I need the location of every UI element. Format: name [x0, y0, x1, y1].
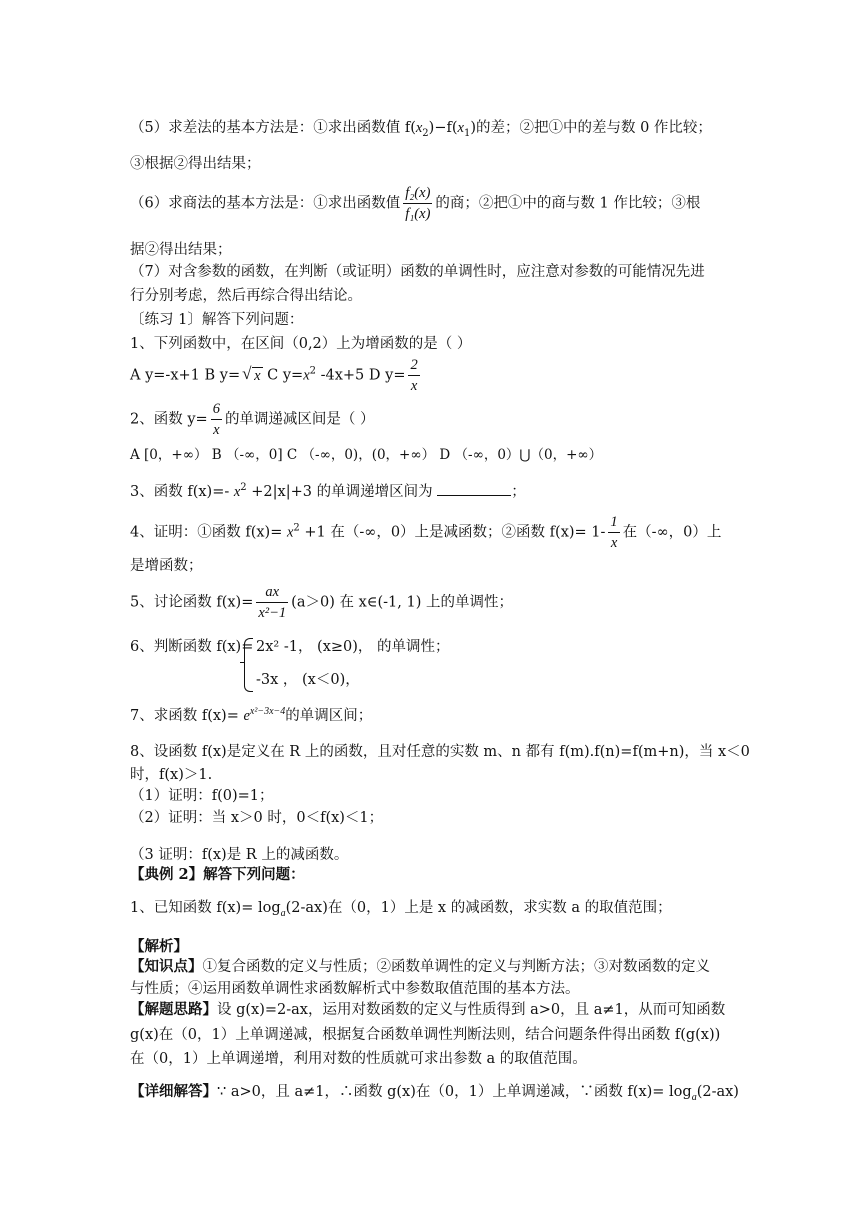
question-6: 6、判断函数 f(x)=: [130, 639, 254, 655]
question-3: 3、函数 f(x)=- $x^2 +2|x|+3$ 的单调递增区间为 ；: [130, 482, 526, 500]
practice-title: 〔练习 1〕解答下列问题：: [130, 312, 304, 328]
analysis-heading: 【解析】: [130, 938, 188, 955]
piecewise-brace: [244, 638, 253, 692]
answer-blank: [437, 481, 511, 496]
text-line-7a: （7）对含参数的函数，在判断（或证明）函数的单调性时，应注意对参数的可能情况先进: [130, 264, 705, 280]
text-line-5a: （5）求差法的基本方法是：①求出函数值 $f(x_2)-f(x_1)$的差；②把①中的差与数 0 作比较；: [130, 120, 712, 139]
text-line-6a: （6）求商法的基本方法是：①求出函数值 $\frac{\text{f₂(x)}}{\text{f₁(x)}}$ 的商；②把①中的商与数 1 作比较；③根: [130, 185, 701, 222]
question-7: 7、求函数 $f(x)= e^{x^2-3x-4}$的单调区间；: [130, 706, 373, 724]
question-8-part-3: （3 证明：f(x)是 R 上的减函数。: [130, 847, 349, 863]
question-8-part-2: （2）证明：当 x＞0 时，0＜f(x)＜1；: [130, 810, 384, 826]
question-6-case-2: -3x ， (x＜0)，: [256, 672, 360, 688]
example-question-1: 1、已知函数 $f(x)= \log_a(2-ax)$在（0，1）上是 x 的减函数，求实数 a 的取值范围；: [130, 900, 672, 919]
fraction-1-over-x: $\frac{1}{x}$: [610, 514, 618, 551]
question-8-part-1: （1）证明：f(0)=1；: [130, 788, 274, 804]
example-title: 【典例 2】解答下列问题：: [130, 866, 305, 883]
question-6-case-1: 2x² -1， (x≥0)， 的单调性；: [256, 639, 450, 655]
fraction-ax-over-x2-minus-1: $\frac{ax}{\text{x²−1}}$: [258, 584, 287, 621]
question-1-options: A y=-x+1 B y=√ x C $y=x^2$ -4x+5 D y= $\frac{2}{x}$: [130, 355, 423, 396]
sqrt-x: √ x: [242, 366, 262, 386]
text-line-7b: 行分别考虑，然后再综合得出结论。: [130, 288, 362, 304]
question-2: 2、函数 y= $\frac{6}{x}$ 的单调递减区间是（ ）: [130, 401, 375, 438]
fraction-f2-over-f1: $\frac{\text{f₂(x)}}{\text{f₁(x)}}$: [405, 185, 431, 222]
fraction-6-over-x: $\frac{6}{x}$: [212, 401, 220, 438]
piecewise-brace-tip: [240, 662, 245, 663]
question-4: 4、证明：①函数 $f(x)= x^2 +1$ 在（-∞，0）上是减函数；②函数 f(x)= 1- $\frac{1}{x}$ 在（-∞，0）上: [130, 514, 722, 551]
knowledge-point-line-1: 【知识点】①复合函数的定义与性质；②函数单调性的定义与判断方法；③对数函数的定义: [130, 958, 710, 975]
question-4b: 是增函数；: [130, 558, 203, 574]
text-line-5b: ③根据②得出结果；: [130, 156, 261, 172]
question-5: 5、讨论函数 f(x)= $\frac{ax}{\text{x²−1}}$ (a＞0) 在 x∈(-1, 1) 上的单调性；: [130, 584, 513, 621]
solution-idea-line-1: 【解题思路】设 g(x)=2-ax，运用对数函数的定义与性质得到 a>0，且 a≠1，从而可知函数: [130, 1001, 726, 1018]
question-2-options: A [0，+∞） B （-∞，0] C （-∞，0)，(0，+∞） D （-∞，0）⋃（0，+∞）: [130, 447, 603, 463]
question-8a: 8、设函数 f(x)是定义在 R 上的函数，且对任意的实数 m、n 都有 f(m).f(n)=f(m+n)，当 x＜0: [130, 744, 750, 760]
detailed-answer-line: 【详细解答】∵ a>0，且 a≠1，∴函数 g(x)在（0，1）上单调递减，∵函数 $f(x)= \log_a(2-ax)$: [130, 1083, 739, 1103]
solution-idea-line-2: g(x)在（0，1）上单调递减，根据复合函数单调性判断法则，结合问题条件得出函数 f(g(x)): [130, 1027, 721, 1043]
question-1: 1、下列函数中，在区间（0,2）上为增函数的是（ ）: [130, 336, 472, 352]
knowledge-point-line-2: 与性质；④运用函数单调性求函数解析式中参数取值范围的基本方法。: [130, 981, 580, 997]
question-8b: 时，f(x)＞1.: [130, 767, 213, 783]
fraction-2-over-x: $\frac{2}{x}$: [410, 357, 418, 394]
solution-idea-line-3: 在（0，1）上单调递增，利用对数的性质就可求出参数 a 的取值范围。: [130, 1051, 587, 1067]
text-line-6b: 据②得出结果；: [130, 242, 232, 258]
